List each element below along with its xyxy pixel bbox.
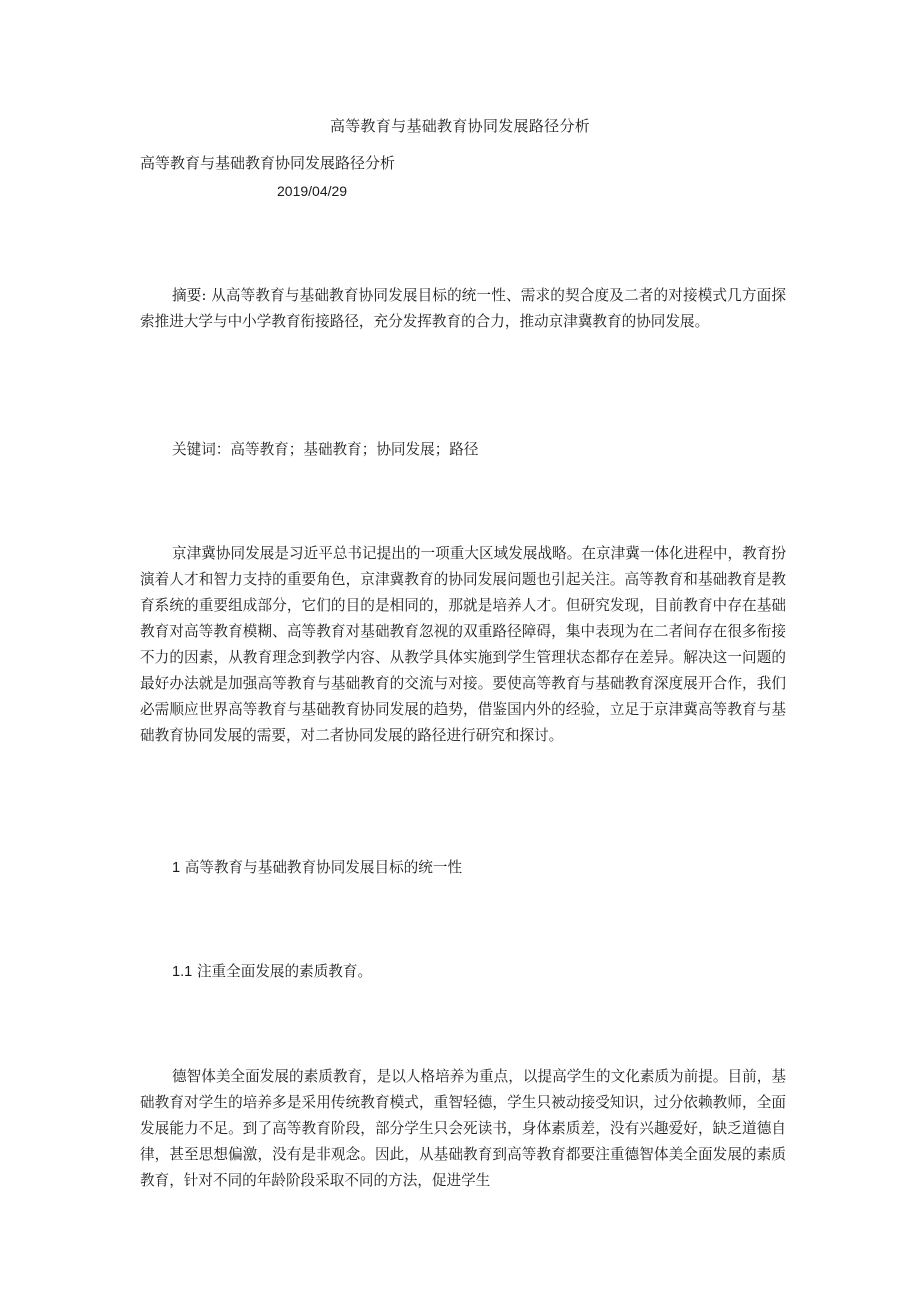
section-1-1-heading [172, 962, 372, 982]
abstract-paragraph: 摘要: 从高等教育与基础教育协同发展目标的统一性、需求的契合度及二者的对接模式几方面探索推进大学与中小学教育衔接路径，充分发挥教育的合力，推动京津冀教育的协同发展。 [140, 287, 786, 330]
article-title: 高等教育与基础教育协同发展路径分析 [140, 154, 396, 172]
section-1-1-number: 1.1 [172, 964, 193, 980]
section-1-number: 1 [172, 860, 181, 876]
section-1-title: 高等教育与基础教育协同发展目标的统一性 [184, 859, 463, 876]
keywords-paragraph: 关键词：高等教育；基础教育；协同发展；路径 [172, 441, 479, 458]
section-1-heading [172, 858, 462, 878]
body-paragraph: 德智体美全面发展的素质教育，是以人格培养为重点，以提高学生的文化素质为前提。目前，基础教育对学生的培养多是采用传统教育模式，重智轻德，学生只被动接受知识，过分依赖教师，全面发展能力不足。到了高等教育阶段，部分学生只会死读书，身体素质差，没有兴趣爱好，缺乏道德自律，甚至思想偏激，没有是非观念。因此，从基础教育到高等教育都要注重德智体美全面发展的素质教育，针对不同的年龄阶段采取不同的方法，促进学生 [140, 1068, 786, 1189]
document-title: 高等教育与基础教育协同发展路径分析 [329, 117, 591, 135]
publish-date: 2019/04/29 [277, 183, 348, 199]
intro-paragraph: 京津冀协同发展是习近平总书记提出的一项重大区域发展战略。在京津冀一体化进程中，教育扮演着人才和智力支持的重要角色，京津冀教育的协同发展问题也引起关注。高等教育和基础教育是教育系统的重要组成部分，它们的目的是相同的，那就是培养人才。但研究发现，目前教育中存在基础教育对高等教育模糊、高等教育对基础教育忽视的双重路径障碍，集中表现为在二者间存在很多衔接不力的因素，从教育理念到教学内容、从教学具体实施到学生管理状态都存在差异。解决这一问题的最好办法就是加强高等教育与基础教育的交流与对接。要使高等教育与基础教育深度展开合作，我们必需顺应世界高等教育与基础教育协同发展的趋势，借鉴国内外的经验，立足于京津冀高等教育与基础教育协同发展的需要，对二者协同发展的路径进行研究和探讨。 [140, 545, 786, 744]
section-1-1-title: 注重全面发展的素质教育。 [196, 963, 373, 980]
